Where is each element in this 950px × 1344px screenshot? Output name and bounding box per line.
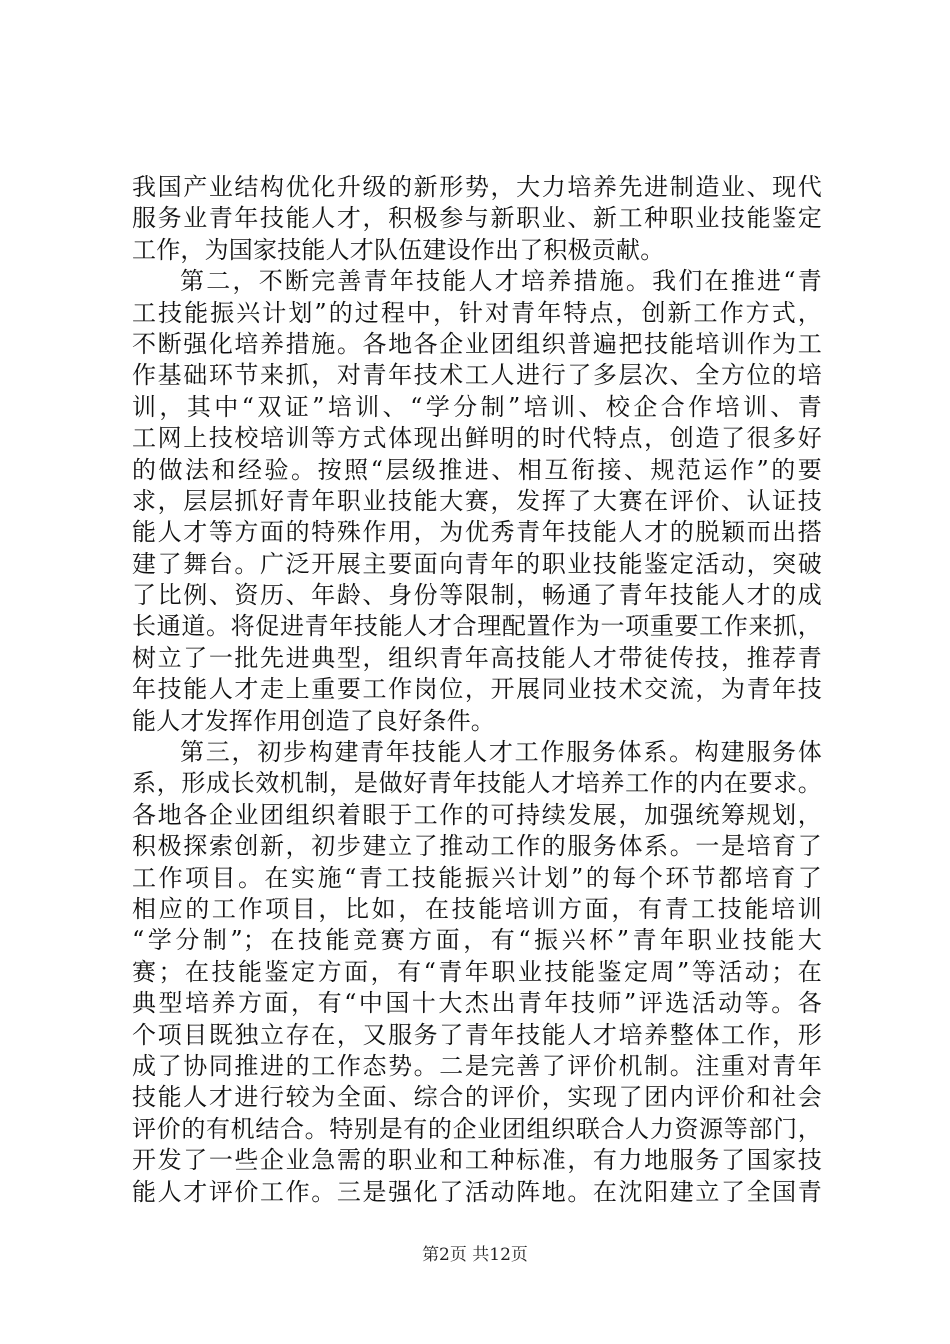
text-line: 服务业青年技能人才，积极参与新职业、新工种职业技能鉴定 [132,204,822,233]
page-footer [0,1244,950,1266]
text-line: 技能人才进行较为全面、综合的评价，实现了团内评价和社会 [132,1083,822,1112]
text-line: 能人才等方面的特殊作用，为优秀青年技能人才的脱颖而出搭 [132,518,822,547]
text-line: 各地各企业团组织着眼于工作的可持续发展，加强统筹规划， [132,800,822,829]
text-line: 积极探索创新，初步建立了推动工作的服务体系。一是培育了 [132,832,822,861]
paragraph-start-line: 第三，初步构建青年技能人才工作服务体系。构建服务体 [180,738,822,767]
text-line: 工网上技校培训等方式体现出鲜明的时代特点，创造了很多好 [132,424,822,453]
text-line: 开发了一些企业急需的职业和工种标准，有力地服务了国家技 [132,1146,822,1175]
text-line: 赛；在技能鉴定方面，有“青年职业技能鉴定周”等活动；在 [132,957,822,986]
text-line: 相应的工作项目，比如，在技能培训方面，有青工技能培训 [132,894,822,923]
text-line: 评价的有机结合。特别是有的企业团组织联合人力资源等部门， [132,1114,822,1143]
text-line: 年技能人才走上重要工作岗位，开展同业技术交流，为青年技 [132,675,822,704]
text-line: 作基础环节来抓，对青年技术工人进行了多层次、全方位的培 [132,361,822,390]
text-line: 建了舞台。广泛开展主要面向青年的职业技能鉴定活动，突破 [132,549,822,578]
text-line: 工作项目。在实施“青工技能振兴计划”的每个环节都培育了 [132,863,822,892]
page-number-label: 第2页 共12页 [422,1245,528,1265]
text-line: 成了协同推进的工作态势。二是完善了评价机制。注重对青年 [132,1051,822,1080]
text-line: 能人才发挥作用创造了良好条件。 [132,706,495,735]
document-body [132,172,822,1208]
text-line: 我国产业结构优化升级的新形势，大力培养先进制造业、现代 [132,173,822,201]
paragraph-start-line: 第二，不断完善青年技能人才培养措施。我们在推进“青 [180,267,822,296]
text-line: 个项目既独立存在，又服务了青年技能人才培养整体工作，形 [132,1020,822,1049]
text-line: 系，形成长效机制，是做好青年技能人才培养工作的内在要求。 [132,769,822,798]
text-line: 不断强化培养措施。各地各企业团组织普遍把技能培训作为工 [132,329,822,358]
text-line: 典型培养方面，有“中国十大杰出青年技师”评选活动等。各 [132,989,822,1018]
text-line: 的做法和经验。按照“层级推进、相互衔接、规范运作”的要 [132,455,822,484]
text-line: 能人才评价工作。三是强化了活动阵地。在沈阳建立了全国青 [132,1177,822,1206]
text-line: 求，层层抓好青年职业技能大赛，发挥了大赛在评价、认证技 [132,486,822,515]
text-line: 树立了一批先进典型，组织青年高技能人才带徒传技，推荐青 [132,643,822,672]
text-line: 工作，为国家技能人才队伍建设作出了积极贡献。 [132,235,665,264]
text-line: 了比例、资历、年龄、身份等限制，畅通了青年技能人才的成 [132,581,822,610]
text-line: “学分制”；在技能竞赛方面，有“振兴杯”青年职业技能大 [132,926,822,955]
text-line: 长通道。将促进青年技能人才合理配置作为一项重要工作来抓， [132,612,822,641]
text-line: 训，其中“双证”培训、“学分制”培训、校企合作培训、青 [132,392,822,421]
text-line: 工技能振兴计划”的过程中，针对青年特点，创新工作方式， [132,298,822,327]
